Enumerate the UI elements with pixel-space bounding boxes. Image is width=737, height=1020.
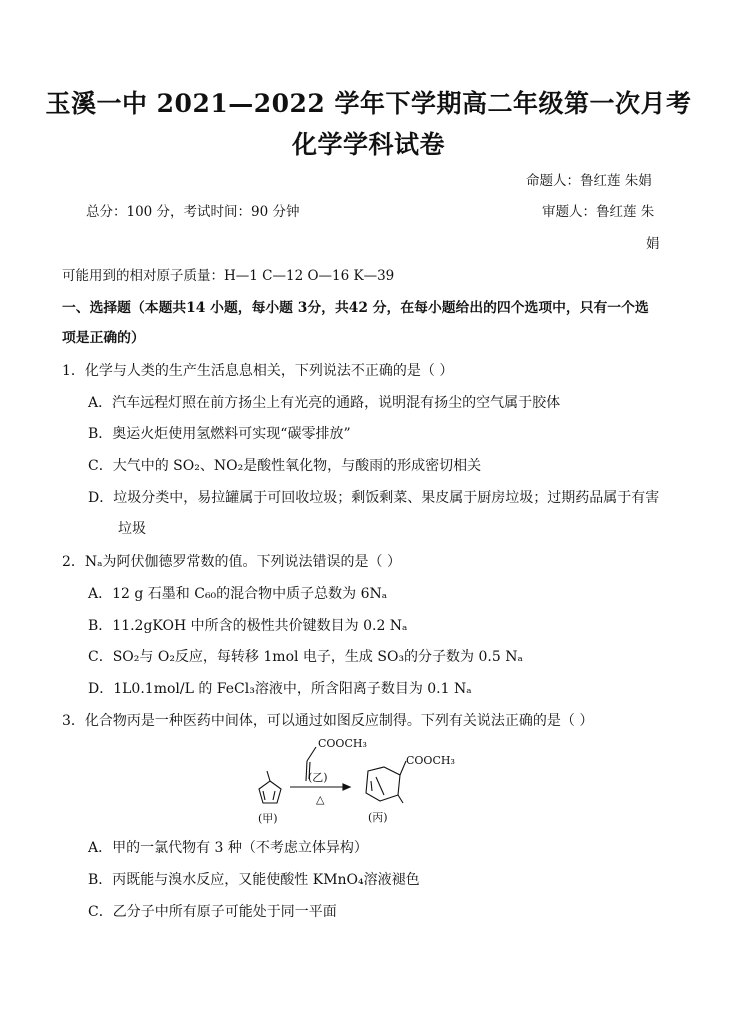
question-3-option-c: C．乙分子中所有原子可能处于同一平面 xyxy=(88,904,337,920)
question-3-stem: 3．化合物丙是一种医药中间体，可以通过如图反应制得。下列有关说法正确的是（ ） xyxy=(62,713,594,729)
methyl-bond xyxy=(267,771,270,781)
compound-bing-label: (丙) xyxy=(368,811,388,824)
cyclopentadiene-ring xyxy=(259,781,281,803)
question-1-option-d-wrap: 垃圾 xyxy=(118,521,146,537)
question-1-option-d: D．垃圾分类中，易拉罐属于可回收垃圾；剩饭剩菜、果皮属于厨房垃圾；过期药品属于有害 xyxy=(88,490,660,506)
question-1-option-a: A．汽车远程灯照在前方扬尘上有光亮的通路，说明混有扬尘的空气属于胶体 xyxy=(88,395,561,411)
question-2-option-c: C．SO₂与 O₂反应，每转移 1mol 电子，生成 SO₃的分子数为 0.5 Nₐ xyxy=(88,649,523,665)
reaction-scheme xyxy=(250,733,480,833)
reagent-label: (乙) xyxy=(308,771,328,784)
acrylate-chain-1 xyxy=(306,761,307,781)
bridge-bond xyxy=(376,777,384,795)
reaction-scheme-drawing xyxy=(250,733,480,833)
product-double-bond xyxy=(371,781,372,791)
question-1-stem: 1．化学与人类的生产生活息息相关，下列说法不正确的是（ ） xyxy=(62,363,454,379)
acrylate-chain-2 xyxy=(307,747,316,761)
heat-symbol: △ xyxy=(316,793,325,806)
ring-double-bond-1 xyxy=(263,791,265,800)
product-methyl-bond xyxy=(398,795,403,803)
proposer-line: 命题人：鲁红莲 朱娟 xyxy=(526,173,652,189)
question-2-option-a: A．12 g 石墨和 C₆₀的混合物中质子总数为 6Nₐ xyxy=(88,586,388,602)
exam-subtitle: 化学学科试卷 xyxy=(291,130,445,159)
compound-jia-label: (甲) xyxy=(258,812,278,825)
reaction-arrow-head xyxy=(343,784,350,790)
section-heading-wrap: 项是正确的） xyxy=(62,330,145,346)
reagent-formula: COOCH₃ xyxy=(318,737,367,750)
question-2-option-d: D．1L0.1mol/L 的 FeCl₃溶液中，所含阳离子数目为 0.1 Nₐ xyxy=(88,681,472,697)
atomic-masses: 可能用到的相对原子质量：H—1 C—12 O—16 K—39 xyxy=(62,268,395,284)
section-heading: 一、选择题（本题共14 小题，每小题 3分，共42 分，在每小题给出的四个选项中，只有一个选 xyxy=(62,300,649,316)
question-3-option-b: B．丙既能与溴水反应，又能使酸性 KMnO₄溶液褪色 xyxy=(88,872,420,888)
question-2-option-b: B．11.2gKOH 中所含的极性共价键数目为 0.2 Nₐ xyxy=(88,618,408,634)
question-1-option-b: B．奥运火炬使用氢燃料可实现“碳零排放” xyxy=(88,426,351,442)
reviewer-line: 审题人：鲁红莲 朱 xyxy=(542,204,655,220)
question-2-stem: 2．Nₐ为阿伏伽德罗常数的值。下列说法错误的是（ ） xyxy=(62,554,402,570)
question-1-option-c: C．大气中的 SO₂、NO₂是酸性氧化物，与酸雨的形成密切相关 xyxy=(88,458,482,474)
ring-double-bond-2 xyxy=(273,791,275,800)
product-ester-group: COOCH₃ xyxy=(406,754,455,767)
exam-title: 玉溪一中 2021—2022 学年下学期高二年级第一次月考 xyxy=(45,89,692,118)
reviewer-line-wrap: 娟 xyxy=(646,236,660,252)
question-3-option-a: A．甲的一氯代物有 3 种（不考虑立体异构） xyxy=(88,840,368,856)
total-score-line: 总分：100 分，考试时间：90 分钟 xyxy=(86,204,300,220)
